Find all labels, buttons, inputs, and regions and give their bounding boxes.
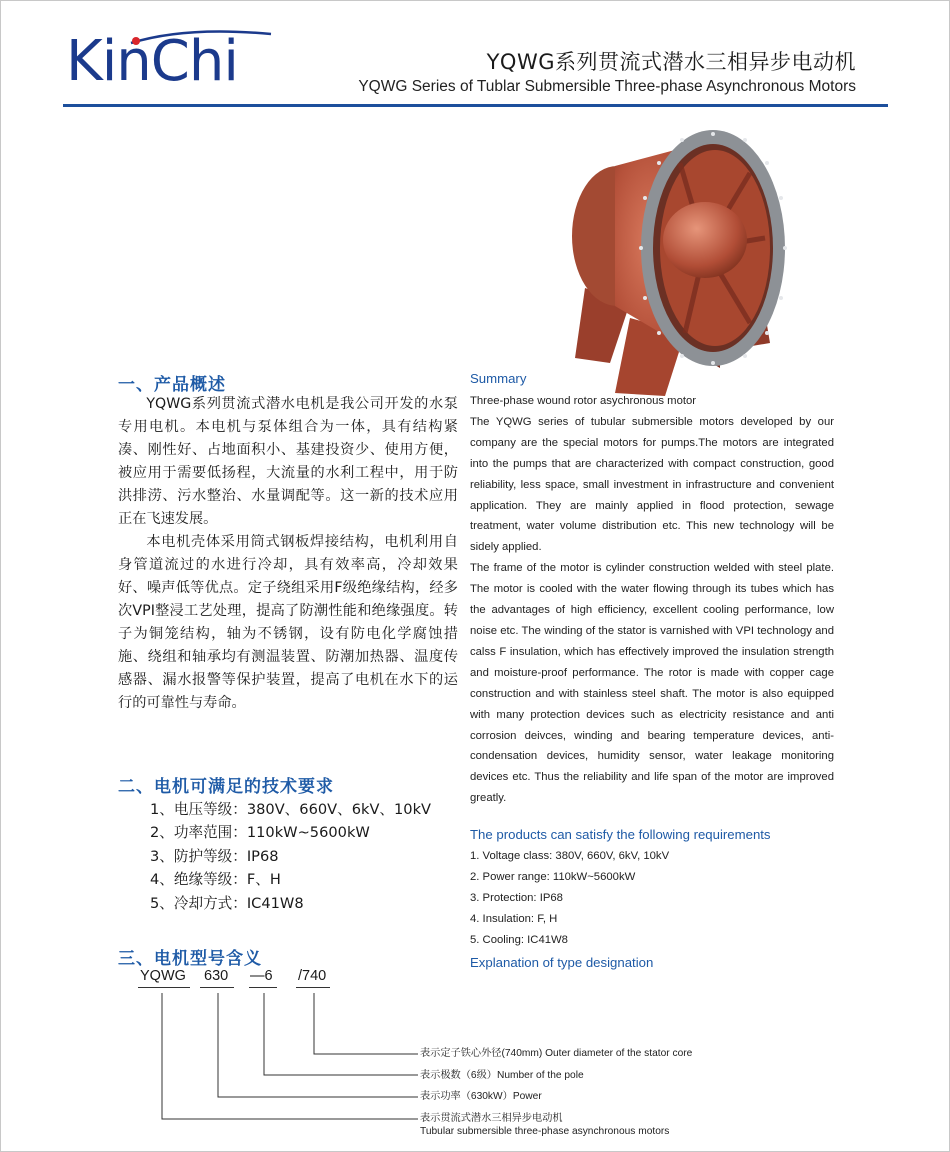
section1-paragraph: YQWG系列贯流式潜水电机是我公司开发的水泵专用电机。本电机与泵体组合为一体，具有结构紧凑、刚性好、占地面积小、基建投资少、使用方便，被应用于需要低扬程，大流量的水利工程中，用于防洪排涝、污水整治、水量调配等。这一新的技术应用正在飞速发展。 — [118, 396, 458, 527]
section1-heading: 一、产品概述 — [118, 375, 226, 395]
code-part-power: 630 — [204, 968, 229, 984]
requirements-heading: The products can satisfy the following requirements — [470, 827, 771, 842]
list-item: 2、功率范围：110kW~5600kW — [150, 824, 370, 842]
designation-label-series-cn: 表示贯流式潜水三相异步电动机 — [420, 1113, 563, 1124]
section2-list — [150, 798, 431, 915]
summary-paragraph: The frame of the motor is cylinder construction welded with steel plate. The motor is cooled with the water flowing through its tubes which has the advantages of high efficiency, excellent cooling performance, low noise etc. The winding of the stator is varnished with VPI technology and calss F insulation, which has effectively improved the insulation strength and moisture-proof performance. The rotor is made with copper cage construction and with stainless steel shaft. The motor is also equipped with many protection devices such as electricity resistance and anti corrosion deivces, winding and bearing temperature devices, anti-condensation devices, humidity sensor, water leakage monitoring devices etc. Thus the reliability and life span of the motor are improved greatly. — [470, 562, 834, 805]
code-part-pole: —6 — [250, 968, 273, 984]
code-underline — [138, 987, 190, 988]
header-divider — [63, 104, 888, 107]
section1-paragraph: 本电机壳体采用筒式钢板焊接结构，电机利用自身管道流过的水进行冷却，具有效率高，冷却效果好、噪声低等优点。定子绕组采用F级绝缘结构，经多次VPI整浸工艺处理，提高了防潮性能和绝缘强度。转子为铜笼结构，轴为不锈钢，设有防电化学腐蚀措施、绕组和轴承均有测温装置、防潮加热器、温度传感器、漏水报警等保护装置，提高了电机在水下的运行的可靠性与寿命。 — [118, 534, 458, 711]
code-underline — [249, 987, 277, 988]
motor-photo — [555, 118, 805, 398]
list-item: 3. Protection: IP68 — [470, 892, 563, 904]
explanation-heading: Explanation of type designation — [470, 955, 654, 970]
summary-heading: Summary — [470, 371, 527, 386]
section2-heading: 二、电机可满足的技术要求 — [118, 777, 334, 797]
section1-body — [118, 393, 458, 715]
list-item: 2. Power range: 110kW~5600kW — [470, 871, 636, 883]
designation-label-series-en: Tubular submersible three-phase asynchronous motors — [420, 1126, 670, 1137]
summary-paragraph: The YQWG series of tubular submersible motors developed by our company are the special motors for pumps.The motors are integrated into the pumps that are characterized with compact construction, good reliability, less space, small investment in infrastructure and convenient application. They are mainly applied in flood protection, sewage treatment, water volume distribution etc. This new technology will be sidely applied. — [470, 415, 834, 554]
list-item: 4. Insulation: F, H — [470, 913, 558, 925]
logo-text: KinChi — [66, 29, 238, 94]
section3-heading: 三、电机型号含义 — [118, 949, 262, 969]
list-item: 5. Cooling: IC41W8 — [470, 934, 568, 946]
designation-label-diameter: 表示定子铁心外径(740mm) Outer diameter of the stator core — [420, 1048, 693, 1059]
summary-paragraph: Three-phase wound rotor asychronous motor — [470, 395, 697, 407]
page-title-en: YQWG Series of Tublar Submersible Three-phase Asynchronous Motors — [358, 78, 856, 95]
list-item: 5、冷却方式：IC41W8 — [150, 894, 304, 912]
designation-label-pole: 表示极数（6级）Number of the pole — [420, 1070, 584, 1081]
code-underline — [296, 987, 330, 988]
list-item: 1. Voltage class: 380V, 660V, 6kV, 10kV — [470, 850, 670, 862]
code-underline — [200, 987, 234, 988]
page-title-cn: YQWG系列贯流式潜水三相异步电动机 — [486, 50, 856, 74]
list-item: 3、防护等级：IP68 — [150, 847, 279, 865]
code-part-diameter: /740 — [298, 968, 327, 984]
list-item: 4、绝缘等级：F、H — [150, 871, 281, 889]
requirements-list — [470, 846, 669, 951]
summary-body — [470, 391, 834, 809]
list-item: 1、电压等级：380V、660V、6kV、10kV — [150, 801, 432, 818]
kinchi-logo — [66, 28, 266, 98]
designation-label-power: 表示功率（630kW）Power — [420, 1091, 542, 1102]
code-part-series: YQWG — [140, 968, 186, 984]
